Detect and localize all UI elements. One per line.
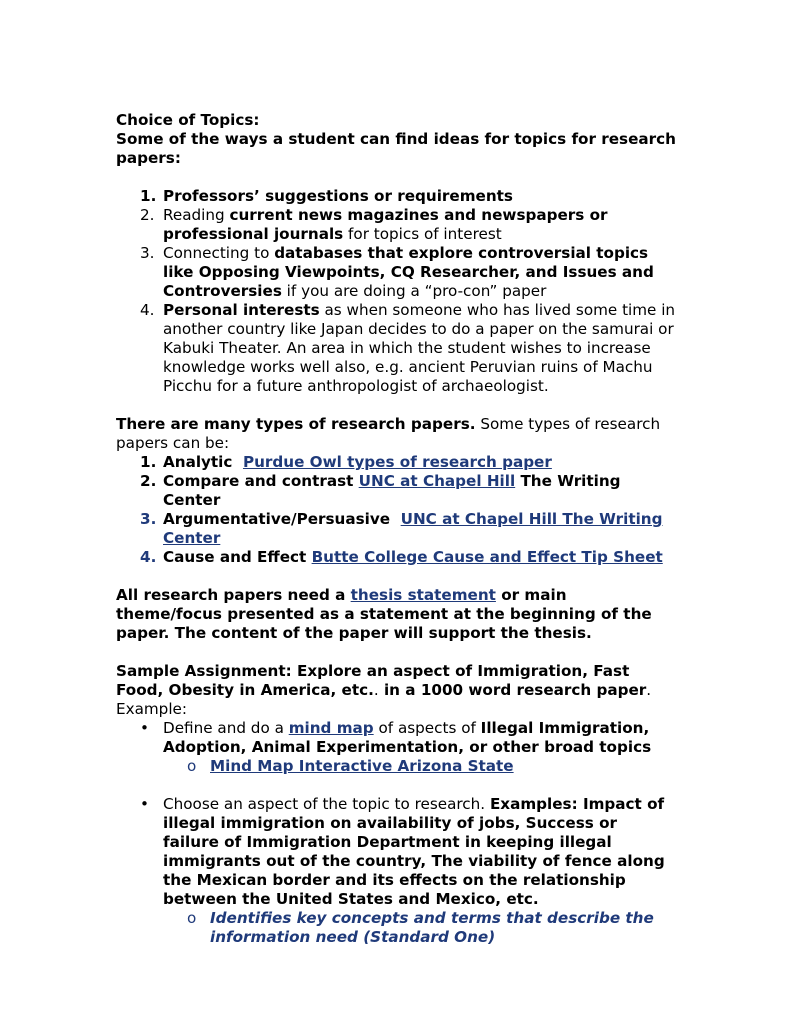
list-item-text: Reading xyxy=(163,206,230,224)
list-item xyxy=(163,757,676,776)
list-item-text: for topics of interest xyxy=(343,225,502,243)
standard-note: Identifies key concepts and terms that describe the information need (Standard One) xyxy=(210,909,654,946)
example-bullets xyxy=(116,795,676,947)
list-item-bold: current news magazines and newspapers or professional journals xyxy=(163,206,608,243)
document-page xyxy=(116,111,676,947)
sub-bullet-marker: o xyxy=(187,909,197,927)
list-number: 3. xyxy=(140,510,157,528)
list-item-bold: The Writing Center xyxy=(163,472,621,509)
list-item-bold: Personal interests xyxy=(163,301,320,319)
sample-assignment-paragraph: Sample Assignment: Explore an aspect of Immigration, Fast Food, Obesity in America, etc.. in a 1000 word research paper. xyxy=(116,662,652,699)
types-paragraph: There are many types of research papers. Some types of research papers can be: xyxy=(116,415,661,452)
purdue-owl-link[interactable]: Purdue Owl types of research paper xyxy=(242,453,552,471)
list-item: • Choose an aspect of the topic to research. Examples: Impact of illegal immigration on availability of jobs, Success or failure of Immigration Department in keeping illegal immigrants out of the country, The viability of fence along the Mexican border and its effects on the relationship between the United States and Mexico, etc. o Identifies key concepts and terms that describe the information need (Standard One) xyxy=(116,795,676,947)
list-item xyxy=(116,453,676,472)
spacer xyxy=(116,567,676,586)
list-item-bold: Cause and Effect xyxy=(163,548,312,566)
list-item-text: if you are doing a “pro-con” paper xyxy=(281,282,547,300)
ideas-list xyxy=(116,187,676,396)
list-item-bold: Argumentative/Persuasive xyxy=(163,510,401,528)
spacer xyxy=(116,643,676,662)
spacer xyxy=(116,396,676,415)
list-item xyxy=(116,548,676,567)
list-item xyxy=(116,472,676,510)
list-item-bold: Analytic xyxy=(163,453,243,471)
sub-bullet-marker: o xyxy=(187,757,197,775)
unc-chapel-hill-link[interactable]: UNC at Chapel Hill xyxy=(358,472,516,490)
list-item-text: as when someone who has lived some time in another country like Japan decides to do a paper on the samurai or Kabuki Theater. An area in which the student wishes to increase knowledge works well also, e.g. ancient Peruvian ruins of Machu Picchu for a future anthropologist of archaeologist. xyxy=(163,301,676,395)
list-number: 3. xyxy=(140,244,155,262)
mind-map-arizona-link[interactable]: Mind Map Interactive Arizona State xyxy=(210,757,514,775)
sub-list xyxy=(163,909,676,947)
mind-map-link[interactable]: mind map xyxy=(288,719,374,737)
list-item xyxy=(116,187,676,206)
spacer xyxy=(116,776,676,795)
example-label: Example: xyxy=(116,700,188,718)
list-number: 1. xyxy=(140,187,157,205)
butte-college-link[interactable]: Butte College Cause and Effect Tip Sheet xyxy=(311,548,663,566)
section-heading: Choice of Topics: xyxy=(116,111,260,129)
sub-list xyxy=(163,757,676,776)
list-number: 1. xyxy=(140,453,157,471)
list-item: • Define and do a mind map of aspects of Illegal Immigration, Adoption, Animal Experimentation, or other broad topics o Mind Map Interactive Arizona State xyxy=(116,719,676,776)
list-number: 2. xyxy=(140,206,155,224)
list-number: 4. xyxy=(140,548,157,566)
thesis-paragraph: All research papers need a thesis statement or main theme/focus presented as a statement at the beginning of the paper. The content of the paper will support the thesis. xyxy=(116,586,652,642)
list-item xyxy=(163,909,676,947)
list-number: 2. xyxy=(140,472,157,490)
list-item xyxy=(116,510,676,548)
list-item-bold: Professors’ suggestions or requirements xyxy=(163,187,513,205)
list-item-bold: Compare and contrast xyxy=(163,472,359,490)
thesis-statement-link[interactable]: thesis statement xyxy=(350,586,496,604)
types-list xyxy=(116,453,676,567)
list-item xyxy=(116,206,676,244)
list-item-text: Connecting to xyxy=(163,244,275,262)
spacer xyxy=(116,168,676,187)
intro-paragraph: Some of the ways a student can find ideas for topics for research papers: xyxy=(116,130,676,167)
bullet-marker: • xyxy=(140,795,149,813)
list-number: 4. xyxy=(140,301,155,319)
unc-writing-center-link[interactable]: UNC at Chapel Hill The Writing Center xyxy=(163,510,663,547)
list-item xyxy=(116,301,676,396)
list-item xyxy=(116,244,676,301)
example-bullets xyxy=(116,719,676,776)
bullet-marker: • xyxy=(140,719,149,737)
list-item-bold: databases that explore controversial topics like Opposing Viewpoints, CQ Researcher, and Issues and Controversies xyxy=(163,244,654,300)
